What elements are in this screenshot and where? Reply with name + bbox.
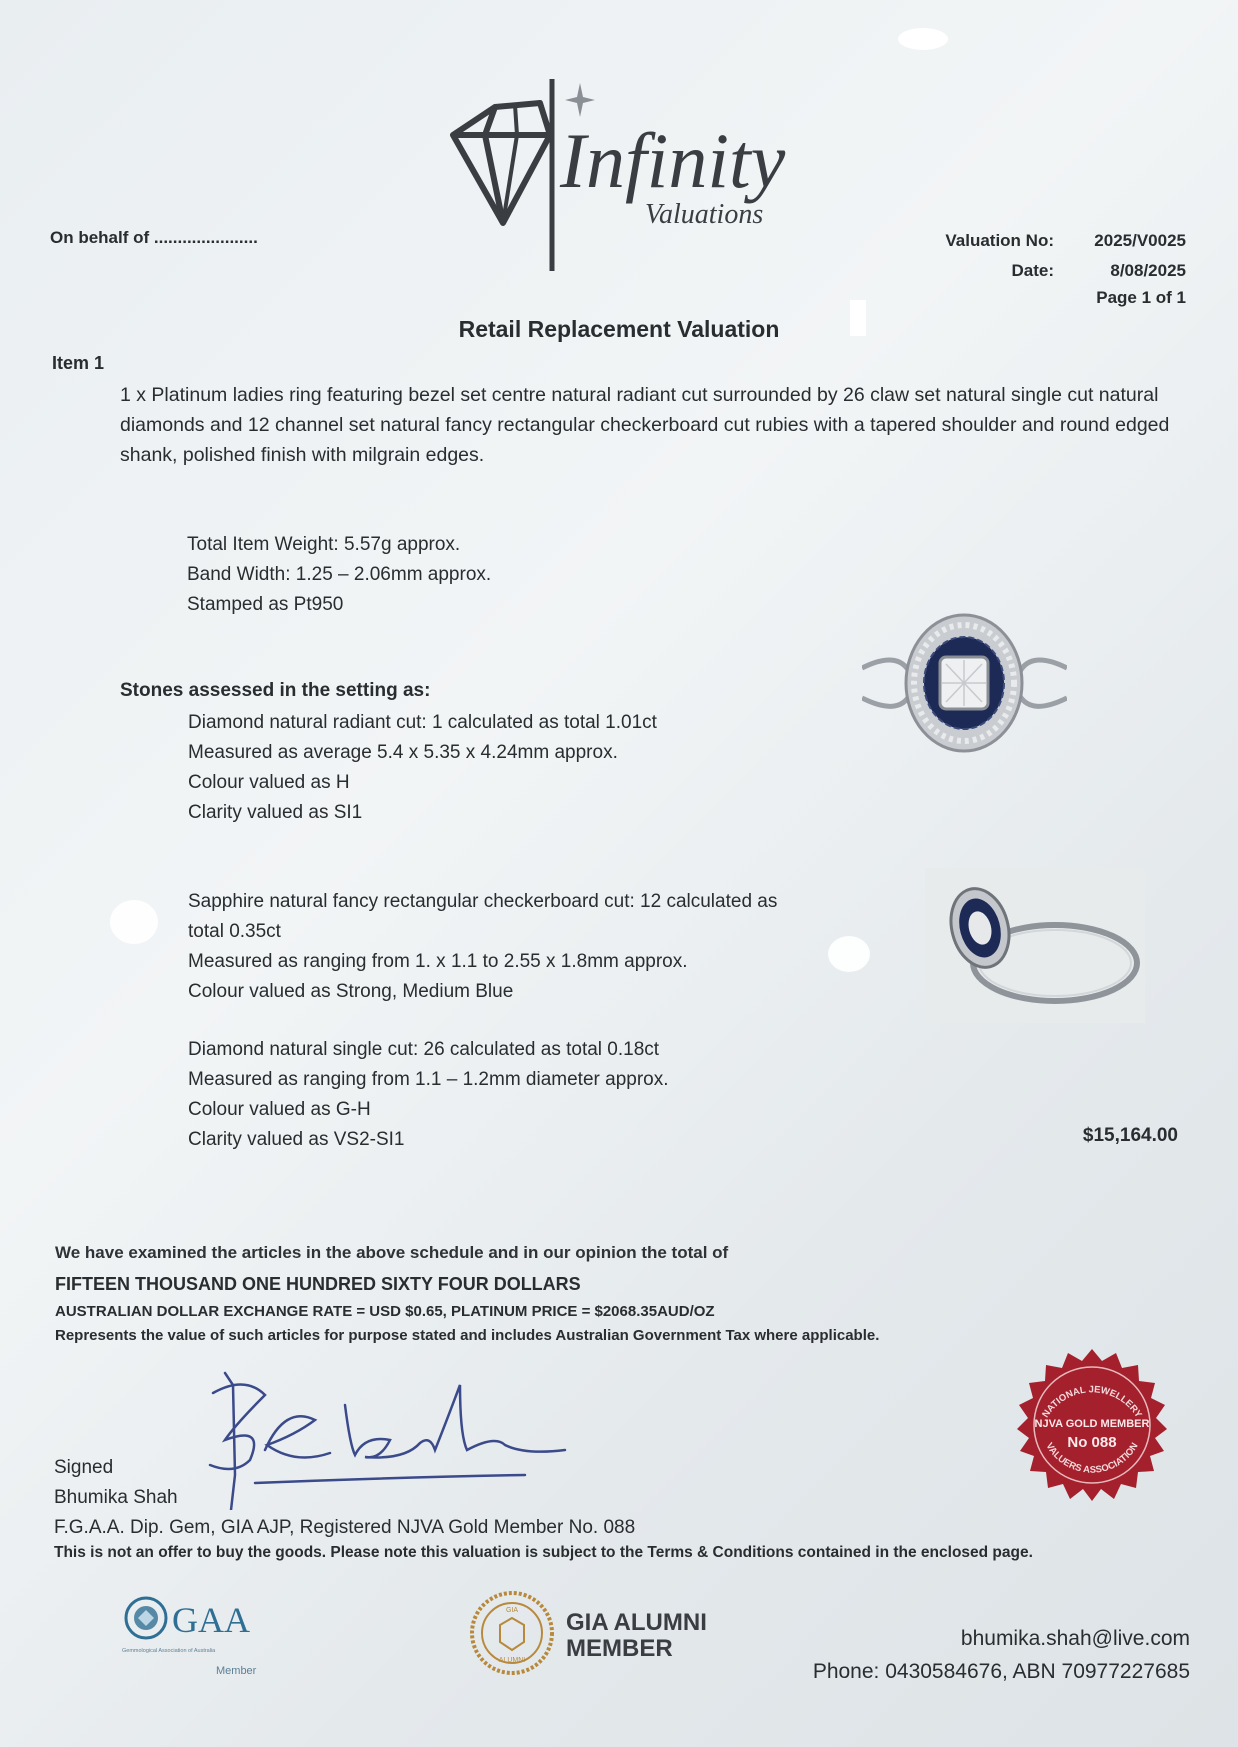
on-behalf-of: On behalf of ...................... [50,228,258,247]
gia-line2: MEMBER [566,1635,673,1662]
stone-diamond-single [188,1035,669,1155]
ring-side-view-image [925,868,1145,1023]
signed-label: Signed [54,1457,114,1478]
disclaimer: This is not an offer to buy the goods. Please note this valuation is subject to the Terms & Conditions contained in the enclosed page. [54,1544,1033,1561]
stone-line: Measured as average 5.4 x 5.35 x 4.24mm approx. [188,742,618,763]
gia-seal-bottom: ALUMNI [498,1657,526,1664]
stone-line: Colour valued as Strong, Medium Blue [188,981,514,1002]
stone-line: Measured as ranging from 1.1 – 1.2mm diameter approx. [188,1069,669,1090]
seal-line2: No 088 [1067,1434,1117,1451]
contact-block [813,1622,1190,1688]
logo-wordmark: Infinity [560,117,786,204]
valuation-no: 2025/V0025 [1094,231,1186,250]
logo-subtitle: Valuations [645,199,764,230]
stone-line: Colour valued as G-H [188,1099,371,1120]
seal-top-text: NATIONAL JEWELLERY [1040,1384,1144,1420]
stone-line: Diamond natural single cut: 26 calculated as total 0.18ct [188,1039,660,1060]
total-in-words: FIFTEEN THOUSAND ONE HUNDRED SIXTY FOUR DOLLARS [55,1274,581,1294]
valuation-price: $15,164.00 [1082,1125,1178,1146]
gia-alumni-badge [470,1590,710,1676]
signer-name: Bhumika Shah [54,1487,178,1508]
spec-band-width: Band Width: 1.25 – 2.06mm approx. [187,564,492,585]
date-label: Date: [1011,261,1054,280]
spec-weight: Total Item Weight: 5.57g approx. [187,534,461,555]
ring-top-view-image [862,608,1067,758]
represents-statement: Represents the value of such articles for purpose stated and includes Australian Government Tax where applicable. [55,1327,880,1344]
infinity-valuations-logo [445,75,835,275]
item-specs [187,530,491,620]
gaa-member-badge [120,1590,280,1680]
stone-line: Colour valued as H [188,772,350,793]
signed-block [54,1453,635,1543]
spec-stamp: Stamped as Pt950 [187,594,344,615]
stone-diamond-radiant [188,708,657,828]
valuation-no-label: Valuation No: [945,231,1054,250]
stones-heading: Stones assessed in the setting as: [120,680,431,701]
gia-seal-top: GIA [505,1607,519,1614]
seal-bottom-text: VALUERS ASSOCIATION [1043,1440,1141,1476]
valuation-meta [886,226,1186,286]
stone-line: Clarity valued as VS2-SI1 [188,1129,405,1150]
stone-line: total 0.35ct [188,921,281,942]
item-label: Item 1 [52,353,105,373]
date-value: 8/08/2025 [1110,261,1186,280]
light-reflection [898,28,948,50]
gia-line1: GIA ALUMNI [566,1609,707,1636]
exchange-rate: AUSTRALIAN DOLLAR EXCHANGE RATE = USD $0.65, PLATINUM PRICE = $2068.35AUD/OZ [55,1303,715,1320]
opinion-statement: We have examined the articles in the above schedule and in our opinion the total of [55,1243,729,1262]
item-description: 1 x Platinum ladies ring featuring bezel set centre natural radiant cut surrounded by 26 claw set natural single cut natural diamonds and 12 channel set natural fancy rectangular checkerboard cut rubies with a tapered shoulder and round edged shank, polished finish with milgrain edges. [120,384,1170,466]
njva-seal [1002,1335,1182,1515]
stone-sapphire [188,887,868,1007]
contact-phone: Phone: 0430584676, ABN 70977227685 [812,1660,1190,1683]
gaa-subtitle: Gemmological Association of Australia [122,1648,216,1654]
light-reflection [110,900,158,944]
stone-line: Clarity valued as SI1 [188,802,363,823]
gaa-logo-text: GAA [172,1600,250,1640]
stone-line: Diamond natural radiant cut: 1 calculated as total 1.01ct [188,712,657,733]
document-title: Retail Replacement Valuation [458,316,780,342]
contact-email[interactable]: bhumika.shah@live.com [960,1627,1190,1650]
seal-line1: NJVA GOLD MEMBER [1034,1418,1150,1430]
stone-line: Sapphire natural fancy rectangular checkerboard cut: 12 calculated as [188,891,778,912]
stone-line: Measured as ranging from 1. x 1.1 to 2.55 x 1.8mm approx. [188,951,688,972]
page-number: Page 1 of 1 [1096,288,1186,307]
gaa-member-label: Member [216,1665,257,1677]
signer-credentials: F.G.A.A. Dip. Gem, GIA AJP, Registered NJVA Gold Member No. 088 [54,1517,636,1538]
